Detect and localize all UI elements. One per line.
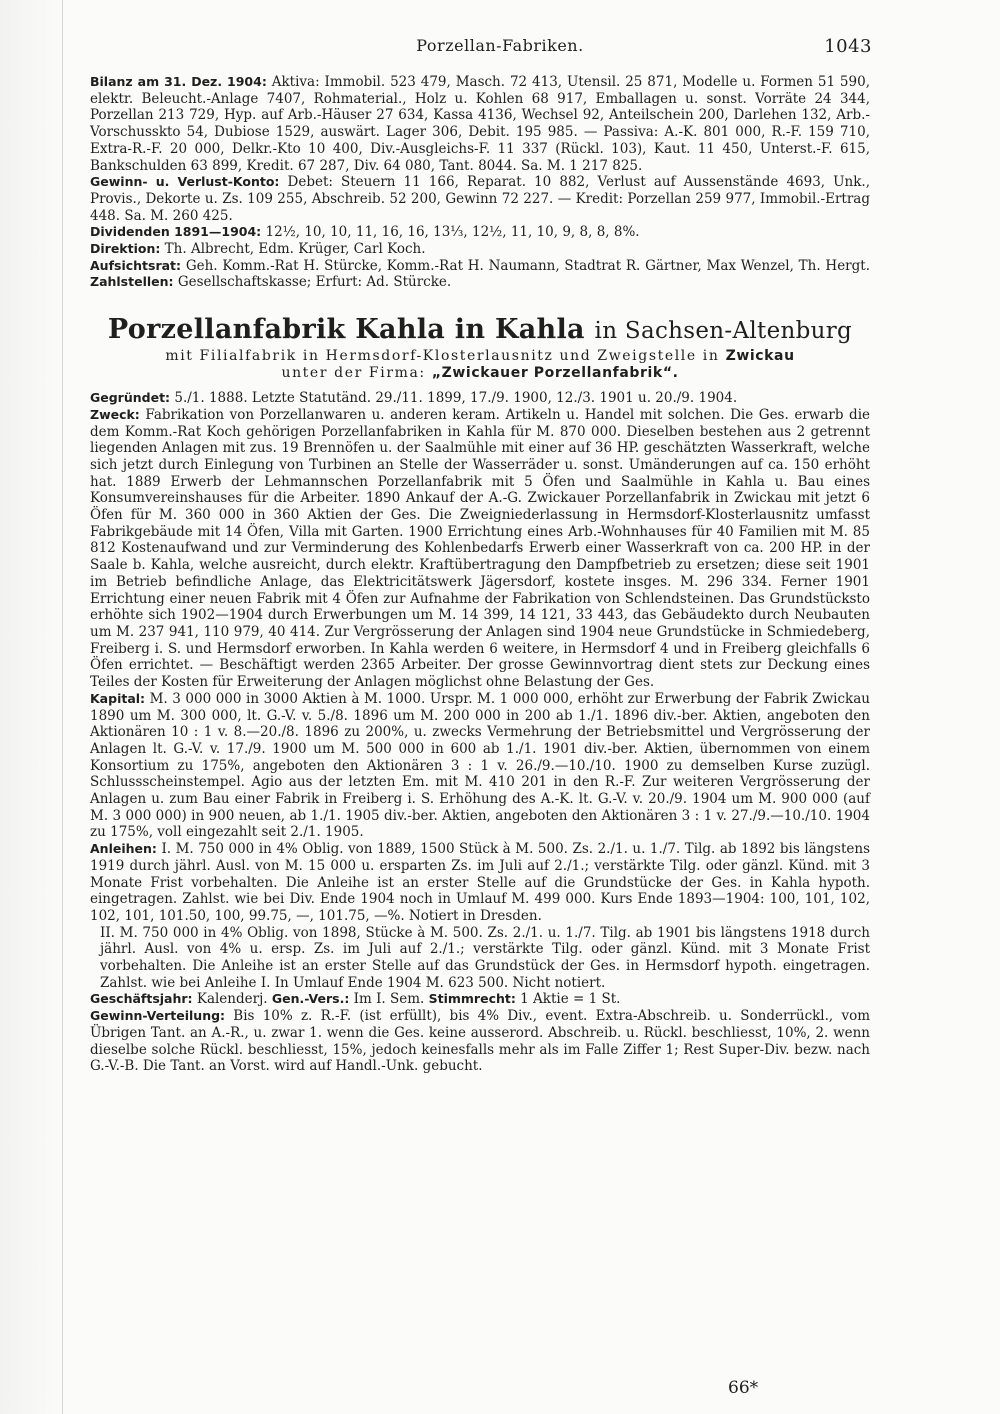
genvers-label: Gen.-Vers.: xyxy=(271,991,350,1007)
zweck-paragraph xyxy=(90,407,870,691)
direktion-text: Th. Albrecht, Edm. Krüger, Carl Koch. xyxy=(164,241,426,258)
gegruendet-paragraph xyxy=(90,390,870,407)
page-body xyxy=(90,74,870,1075)
company-subtitle-line2 xyxy=(90,365,870,382)
direktion-paragraph xyxy=(90,241,870,258)
company-title xyxy=(90,315,870,346)
anleihen-2-paragraph xyxy=(90,925,870,992)
anleihen-label: Anleihen: xyxy=(90,841,157,857)
direktion-label: Direktion: xyxy=(90,241,161,257)
kapital-label: Kapital: xyxy=(90,690,146,706)
company-name: Porzellanfabrik Kahla in Kahla xyxy=(107,314,585,346)
page-header xyxy=(0,36,1000,60)
geschaeftsjahr-text: Kalenderj. xyxy=(196,991,268,1008)
dividenden-paragraph xyxy=(90,224,870,241)
subtitle-part1: mit Filialfabrik in Hermsdorf-Klosterlausnitz und Zweigstelle in xyxy=(165,348,720,365)
gegruendet-label: Gegründet: xyxy=(90,390,171,406)
anleihen-paragraph xyxy=(90,841,870,925)
running-head: Porzellan-Fabriken. xyxy=(416,36,584,55)
gewinnverteilung-text: Bis 10% z. R.-F. (ist erfüllt), bis 4% Div., event. Extra-Abschreib. u. Sonderrückl., vom Übrigen Tant. an A.-R., u. zwar 1. wenn die Ges. keine ausserord. Abschreib. u. Rückl. beschliesst, 10%, 2. wenn dieselbe solche Rückl. beschliesst, 15%, jedoch keinesfalls mehr als im Falle Ziffer 1; Rest Super-Div. bezw. nach G.-V.-B. Die Tant. an Vorst. wird auf Handl.-Unk. gebucht. xyxy=(90,1008,871,1075)
subtitle-bold-city: Zwickau xyxy=(725,348,795,365)
gewinnverteilung-label: Gewinn-Verteilung: xyxy=(90,1008,226,1024)
geschaeftsjahr-label: Geschäftsjahr: xyxy=(90,991,193,1007)
stimmrecht-text: 1 Aktie = 1 St. xyxy=(520,991,621,1008)
gewinnverteilung-paragraph xyxy=(90,1008,870,1075)
zahlstellen-text: Gesellschaftskasse; Erfurt: Ad. Stürcke. xyxy=(177,274,452,291)
kapital-text: M. 3 000 000 in 3000 Aktien à M. 1000. Urspr. M. 1 000 000, erhöht zur Erwerbung der Fabrik Zwickau 1890 um M. 300 000, lt. G.-V. v. 5./8. 1896 um M. 200 000 in 200 ab 1./1. 1896 div.-ber. Aktien, angeboten den Aktionären 10 : 1 v. 8.—20./8. 1896 zu 200%, u. zwecks Vermehrung der Betriebsmittel und Vergrösserung der Anlagen lt. G.-V. v. 17./9. 1900 um M. 500 000 in 600 ab 1./1. 1901 div.-ber. Aktien, übernommen von einem Konsortium zu 175%, angeboten den Aktionären 3 : 1 v. 26./9.—10./10. 1900 zu demselben Kurse zuzügl. Schlussscheinstempel. Agio aus der letzten Em. mit M. 410 201 in den R.-F. Zur weiteren Vergrösserung der Anlagen u. zum Bau einer Fabrik in Freiberg i. S. Erhöhung des A.-K. lt. G.-V. v. 20./9. 1904 um M. 900 000 (auf M. 3 000 000) in 900 neuen, ab 1./1. 1905 div.-ber. Aktien, angeboten den Aktionären 3 : 1 v. 27./9.—10./10. 1904 zu 175%, voll eingezahlt seit 2./1. 1905. xyxy=(90,690,870,841)
kapital-paragraph xyxy=(90,691,870,841)
page-gutter xyxy=(0,0,63,1414)
dividenden-text: 12½, 10, 10, 11, 16, 16, 13⅓, 12½, 11, 10, 9, 8, 8, 8%. xyxy=(265,224,640,241)
aufsichtsrat-label: Aufsichtsrat: xyxy=(90,257,182,273)
stimmrecht-label: Stimmrecht: xyxy=(428,991,516,1007)
zweck-text: Fabrikation von Porzellanwaren u. anderen keram. Artikeln u. Handel mit solchen. Die Ges. erwarb die dem Komm.-Rat Koch gehörigen Porzellanfabriken in Kahla für M. 870 000. Dieselben bestehen aus 2 getrennt liegenden Anlagen mit zus. 19 Brennöfen u. der Saalmühle mit einer auf 36 HP. geschätzten Wasserkraft, welche sich jetzt durch Einlegung von Turbinen an Stelle der Wasserräder u. sonst. Umänderungen auf ca. 150 erhöht hat. 1889 Erwerb der Lehmannschen Porzellanfabrik mit 5 Öfen und Saalmühle in Kahla u. Bau eines Konsumvereinshauses für die Arbeiter. 1890 Ankauf der A.-G. Zwickauer Porzellanfabrik in Zwickau mit jetzt 6 Öfen für M. 360 000 in 360 Aktien der Ges. Die Zweigniederlassung in Hermsdorf-Klosterlausnitz umfasst Fabrikgebäude mit 14 Öfen, Villa mit Garten. 1900 Errichtung eines Arb.-Wohnhauses für 40 Familien mit M. 85 812 Kostenaufwand und zur Verminderung des Kohlenbedarfs Erwerb einer Wasserkraft von ca. 200 HP. in der Saale b. Kahla, welche ausreicht, durch elektr. Kraftübertragung den Dampfbetrieb zu ersetzen; diese seit 1901 im Betrieb befindliche Anlage, das Elektricitätswerk Jägersdorf, kostete insges. M. 296 334. Ferner 1901 Errichtung einer neuen Fabrik mit 4 Öfen zur Aufnahme der Fabrikation von Schlendsteinen. Das Grundstücksto erhöhte sich 1902—1904 durch Erwerbungen um M. 14 399, 14 121, 33 443, das Gebäudekto durch Neubauten um M. 237 941, 110 979, 40 414. Zur Vergrösserung der Anlagen sind 1904 neue Grundstücke in Schmiedeberg, Freiberg i. S. und Hermsdorf erworben. In Kahla werden 6 weitere, in Hermsdorf 4 und in Freiberg gleichfalls 6 Öfen errichtet. — Beschäftigt werden 2365 Arbeiter. Der grosse Gewinnvortrag dient stets zur Deckung eines Teiles der Kosten für Erweiterung der Anlagen möglichst ohne Belastung der Ges. xyxy=(90,406,870,691)
aufsichtsrat-paragraph xyxy=(90,258,870,291)
bilanz-label: Bilanz am 31. Dez. 1904: xyxy=(90,74,267,89)
bilanz-text: Aktiva: Immobil. 523 479, Masch. 72 413, Utensil. 25 871, Modelle u. Formen 51 590, elektr. Beleucht.-Anlage 7407, Rohmaterial., Holz u. Kohlen 68 917, Emballagen u. sonst. Vorräte 24 344, Porzellan 213 729, Hyp. auf Arb.-Häuser 27 634, Kassa 4136, Wechsel 92, Anteilschein 200, Darlehen 132, Arb.-Vorschusskto 54, Dubiose 1529, auswärt. Lager 306, Debit. 195 985. — Passiva: A.-K. 801 000, R.-F. 159 710, Extra-R.-F. 20 000, Delkr.-Kto 10 400, Div.-Ausgleichs-F. 11 337 (Rückl. 103), Kaut. 11 450, Unterst.-F. 615, Bankschulden 63 899, Kredit. 67 287, Div. 64 080, Tant. 8044. Sa. M. 1 217 825. xyxy=(90,74,870,174)
firm-name: „Zwickauer Porzellanfabrik“. xyxy=(431,365,679,382)
gewinn-verlust-label: Gewinn- u. Verlust-Konto: xyxy=(90,174,280,190)
zahlstellen-label: Zahlstellen: xyxy=(90,274,174,290)
bilanz-paragraph xyxy=(90,74,870,174)
geschaeftsjahr-paragraph xyxy=(90,991,870,1008)
genvers-text: Im I. Sem. xyxy=(353,991,425,1008)
gewinn-verlust-text: Debet: Steuern 11 166, Reparat. 10 882, Verlust auf Aussenstände 4693, Unk., Provis., Dekorte u. Zs. 109 255, Abschreib. 52 200, Gewinn 72 227. — Kredit: Porzellan 259 977, Immobil.-Ertrag 448. Sa. M. 260 425. xyxy=(90,174,871,224)
dividenden-label: Dividenden 1891—1904: xyxy=(90,224,262,240)
aufsichtsrat-text: Geh. Komm.-Rat H. Stürcke, Komm.-Rat H. Naumann, Stadtrat R. Gärtner, Max Wenzel, Th. Hergt. xyxy=(185,257,870,274)
gegruendet-text: 5./1. 1888. Letzte Statutänd. 29./11. 1899, 17./9. 1900, 12./3. 1901 u. 20./9. 1904. xyxy=(174,390,738,407)
company-location: in Sachsen-Altenburg xyxy=(594,318,853,345)
anleihen-2-text: II. M. 750 000 in 4% Oblig. von 1898, Stücke à M. 500. Zs. 2./1. u. 1./7. Tilg. ab 1901 bis längstens 1918 durch jährl. Ausl. von 4% u. ersp. Zs. im Juli auf 2./1.; verstärkte Tilg. oder gänzl. Künd. mit 3 Monate Frist vorbehalten. Die Anleihe ist an erster Stelle auf das Grundstück der Ges. in Hermsdorf hypoth. eingetragen. Zahlst. wie bei Anleihe I. In Umlauf Ende 1904 M. 623 500. Nicht notiert. xyxy=(100,924,870,991)
company-subtitle xyxy=(90,348,870,365)
signature-mark: 66* xyxy=(728,1378,759,1398)
page-number: 1043 xyxy=(824,36,872,57)
anleihen-1-text: I. M. 750 000 in 4% Oblig. von 1889, 1500 Stück à M. 500. Zs. 2./1. u. 1./7. Tilg. ab 1892 bis längstens 1919 durch jährl. Ausl. von M. 15 000 u. ersparten Zs. im Juli auf 2./1.; verstärkte Tilg. oder gänzl. Künd. mit 3 Monate Frist vorbehalten. Die Anleihe ist an erster Stelle auf die Grundstücke der Ges. in Kahla hypoth. eingetragen. Zahlst. wie bei Div. Ende 1904 noch in Umlauf M. 499 000. Kurs Ende 1893—1904: 100, 101, 102, 102, 101, 101.50, 100, 99.75, —, 101.75, —%. Notiert in Dresden. xyxy=(90,841,870,924)
subtitle-part2: unter der Firma: xyxy=(281,365,426,382)
gewinn-verlust-paragraph xyxy=(90,174,870,224)
zweck-label: Zweck: xyxy=(90,406,140,422)
